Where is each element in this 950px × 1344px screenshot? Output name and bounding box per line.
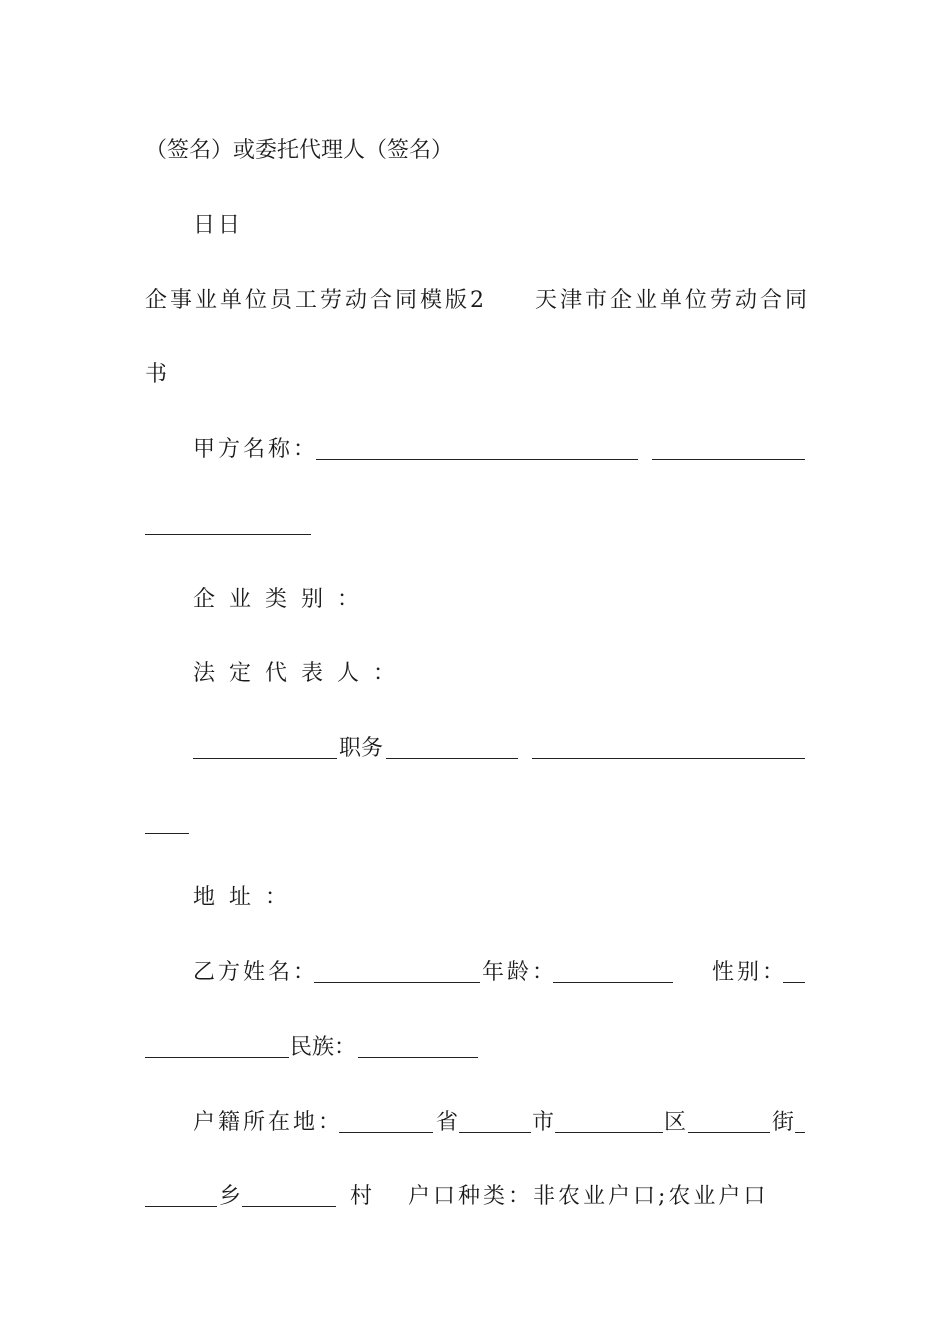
legal-rep-blank [193, 758, 337, 759]
party-a-name-blank-2 [652, 459, 805, 460]
district-label: 区 [664, 1110, 687, 1135]
position-blank [386, 758, 518, 759]
street-blank-2 [795, 1132, 805, 1133]
ethnicity-blank [358, 1057, 478, 1058]
township-label: 乡 [219, 1184, 242, 1209]
hukou-line [0, 1103, 950, 1143]
signature-line [0, 131, 950, 171]
party-a-name-label: 甲方名称： [193, 437, 319, 462]
hukou-detail-line [0, 1177, 950, 1217]
position-blank-3 [145, 833, 189, 834]
date-text: 日日 [193, 213, 244, 238]
hukou-label: 户籍所在地： [193, 1110, 344, 1135]
ethnicity-label: 民族： [290, 1035, 357, 1060]
gender-blank-2 [145, 1057, 289, 1058]
ethnicity-line [0, 1028, 950, 1068]
age-label: 年龄： [482, 960, 558, 985]
province-blank [339, 1132, 433, 1133]
gender-label: 性别： [712, 960, 788, 985]
position-blank-2 [532, 758, 805, 759]
province-label: 省 [436, 1110, 459, 1135]
address-label: 地址： [193, 885, 302, 910]
village-label: 村 [350, 1184, 373, 1209]
party-a-name-blank-3 [145, 534, 311, 535]
heading-line [0, 281, 950, 321]
hukou-type-text: 户口种类：非农业户口;农业户口 [408, 1184, 769, 1209]
position-line [0, 729, 950, 769]
legal-rep-line [0, 654, 950, 694]
signature-text: （签名）或委托代理人（签名） [145, 138, 454, 163]
enterprise-type-label: 企业类别： [193, 587, 374, 612]
age-blank [553, 982, 673, 983]
date-line [0, 206, 950, 246]
heading-continuation-line [0, 355, 950, 395]
township-blank [145, 1206, 217, 1207]
district-blank [555, 1132, 663, 1133]
enterprise-type-line [0, 580, 950, 620]
street-label: 街 [772, 1110, 795, 1135]
party-b-name-blank [314, 982, 480, 983]
contract-title-continuation: 书 [145, 362, 168, 387]
gender-blank [783, 982, 805, 983]
address-line [0, 878, 950, 918]
village-blank [242, 1206, 336, 1207]
party-b-line [0, 953, 950, 993]
contract-title: 天津市企业单位劳动合同 [535, 288, 811, 313]
document-title: 企事业单位员工劳动合同模版2 [145, 288, 487, 313]
party-a-name-continuation-line [0, 505, 950, 545]
position-label: 职务 [339, 736, 384, 761]
party-a-name-blank [316, 459, 638, 460]
party-b-name-label: 乙方姓名： [193, 960, 319, 985]
party-a-name-line [0, 430, 950, 470]
position-continuation-line [0, 804, 950, 844]
legal-rep-label: 法定代表人： [193, 661, 410, 686]
city-label: 市 [532, 1110, 555, 1135]
street-blank [688, 1132, 770, 1133]
city-blank [459, 1132, 531, 1133]
